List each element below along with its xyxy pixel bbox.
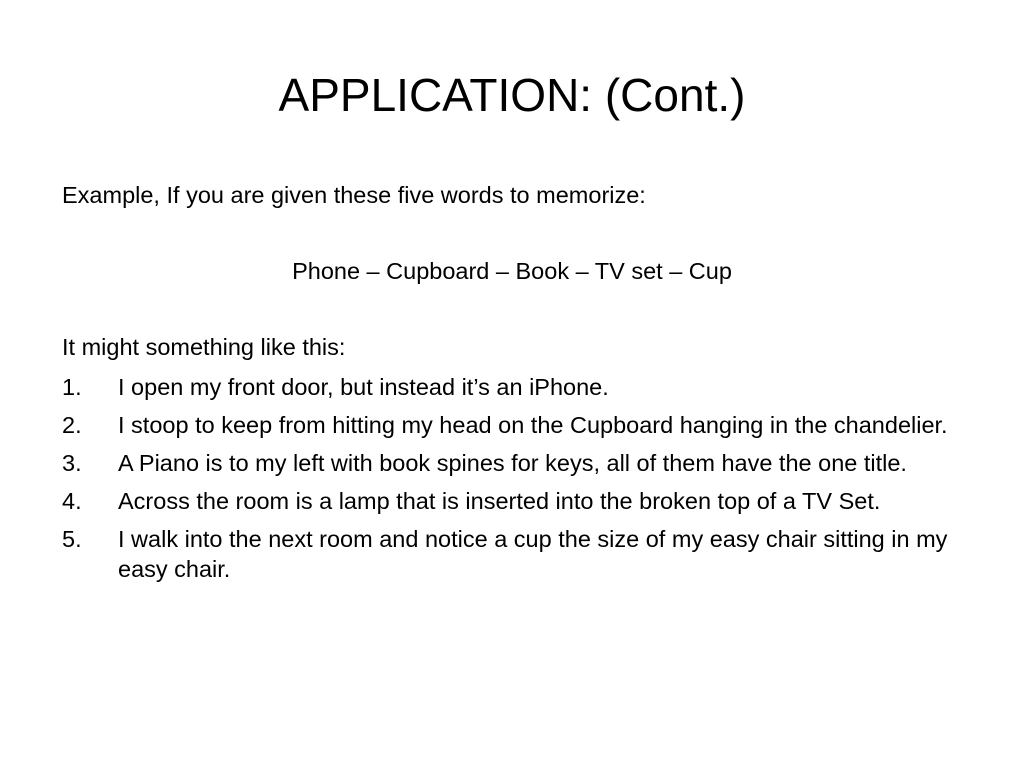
step-text: Across the room is a lamp that is inserted into the broken top of a TV Set. [118,488,881,514]
slide-title: APPLICATION: (Cont.) [278,69,746,121]
steps-list [62,372,962,584]
list-item [62,372,962,402]
step-number: 2. [62,412,82,438]
step-number: 4. [62,488,82,514]
step-text: I open my front door, but instead it’s an iPhone. [118,374,609,400]
step-number: 3. [62,450,82,476]
step-text: A Piano is to my left with book spines for keys, all of them have the one title. [118,450,907,476]
slide-body [62,180,962,592]
word-list: Phone – Cupboard – Book – TV set – Cup [292,258,732,284]
step-number: 1. [62,374,82,400]
intro-text: Example, If you are given these five words to memorize: [62,182,646,208]
lead-text: It might something like this: [62,334,346,360]
list-item [62,524,962,584]
list-item [62,410,962,440]
step-text: I walk into the next room and notice a cup the size of my easy chair sitting in my easy chair. [118,526,948,582]
step-text: I stoop to keep from hitting my head on the Cupboard hanging in the chandelier. [118,412,948,438]
step-number: 5. [62,526,82,552]
list-item [62,448,962,478]
list-item [62,486,962,516]
